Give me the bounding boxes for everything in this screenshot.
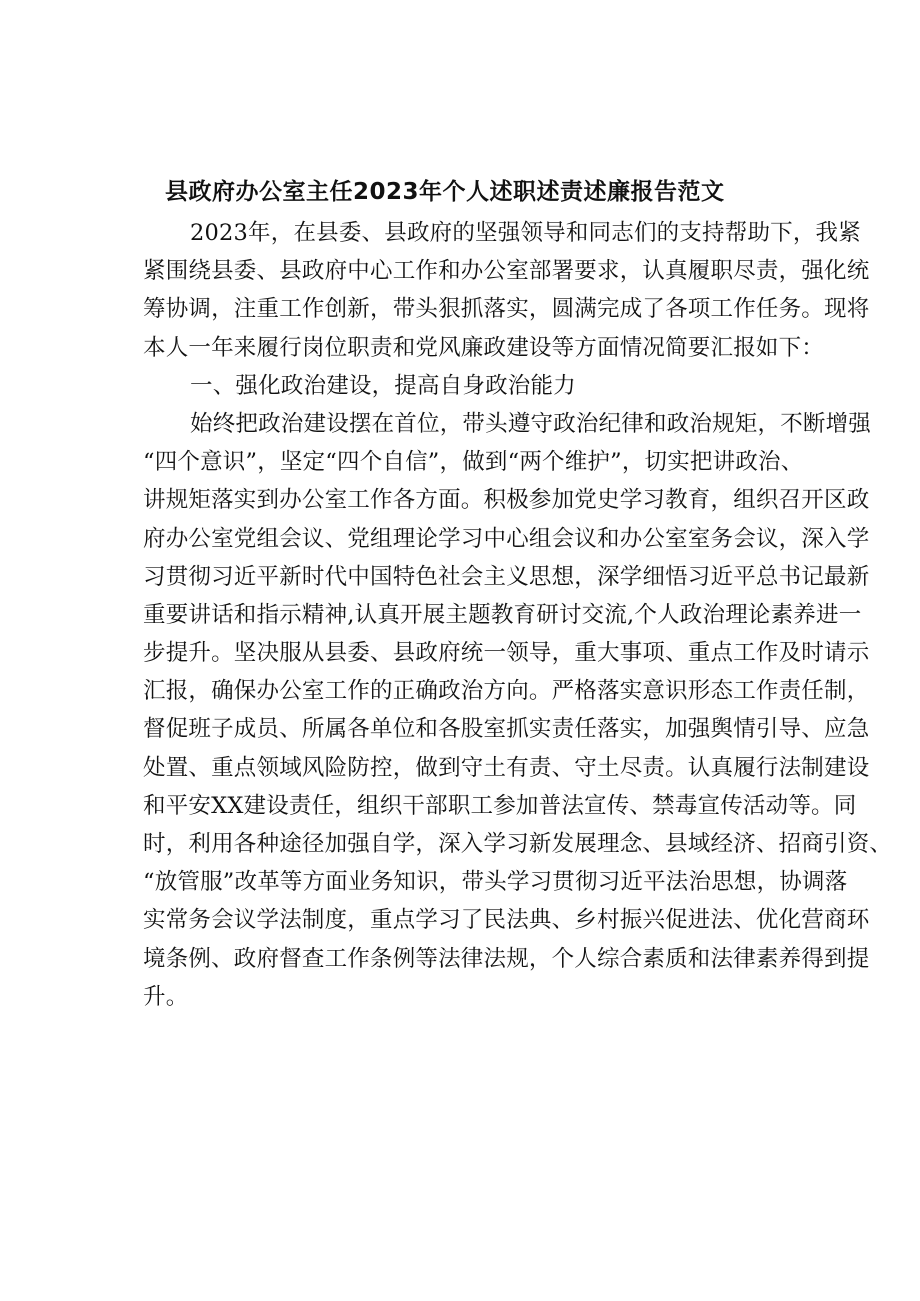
paragraph-political-building	[143, 405, 893, 1016]
paragraph-line: 升。	[143, 983, 189, 1010]
paragraph-line: 府办公室党组会议、党组理论学习中心组会议和办公室室务会议，深入学	[143, 525, 870, 552]
paragraph-line: 讲规矩落实到办公室工作各方面。积极参加党史学习教育，组织召开区政	[143, 487, 870, 514]
document-title: 县政府办公室主任2023年个人述职述责述廉报告范文	[165, 179, 725, 205]
section-heading-text: 一、强化政治建设，提高自身政治能力	[190, 372, 576, 399]
paragraph-line: “四个意识”，坚定“四个自信”，做到“两个维护”，切实把讲政治、	[143, 449, 804, 476]
document-body	[143, 172, 893, 1016]
paragraph-intro	[143, 214, 870, 367]
paragraph-line: 实常务会议学法制度，重点学习了民法典、乡村振兴促进法、优化营商环	[143, 907, 870, 934]
paragraph-line: 2023年，在县委、县政府的坚强领导和同志们的支持帮助下，我紧	[190, 220, 861, 246]
paragraph-line: 境条例、政府督查工作条例等法律法规，个人综合素质和法律素养得到提	[143, 945, 870, 972]
paragraph-line: 处置、重点领域风险防控，做到守土有责、守土尽责。认真履行法制建设	[143, 754, 870, 781]
paragraph-line: 筹协调，注重工作创新，带头狠抓落实，圆满完成了各项工作任务。现将	[143, 296, 870, 323]
paragraph-line: “放管服”改革等方面业务知识，带头学习贯彻习近平法治思想，协调落	[143, 869, 848, 896]
paragraph-line: 习贯彻习近平新时代中国特色社会主义思想，深学细悟习近平总书记最新	[143, 563, 870, 590]
paragraph-line: 始终把政治建设摆在首位，带头遵守政治纪律和政治规矩，不断增强	[190, 410, 872, 437]
paragraph-line: 汇报，确保办公室工作的正确政治方向。严格落实意识形态工作责任制，	[143, 678, 870, 705]
paragraph-line: 本人一年来履行岗位职责和党风廉政建设等方面情况简要汇报如下：	[143, 334, 825, 361]
paragraph-line: 紧围绕县委、县政府中心工作和办公室部署要求，认真履职尽责，强化统	[143, 258, 870, 285]
paragraph-line: 重要讲话和指示精神,认真开展主题教育研讨交流,个人政治理论素养进一	[143, 601, 862, 628]
paragraph-line: 督促班子成员、所属各单位和各股室抓实责任落实，加强舆情引导、应急	[143, 716, 870, 743]
paragraph-line: 时，利用各种途径加强自学，深入学习新发展理念、县域经济、招商引资、	[143, 831, 893, 857]
paragraph-line: 和平安XX建设责任，组织干部职工参加普法宣传、禁毒宣传活动等。同	[143, 792, 857, 819]
paragraph-line: 步提升。坚决服从县委、县政府统一领导，重大事项、重点工作及时请示	[143, 640, 870, 667]
section-heading-1	[143, 367, 803, 405]
